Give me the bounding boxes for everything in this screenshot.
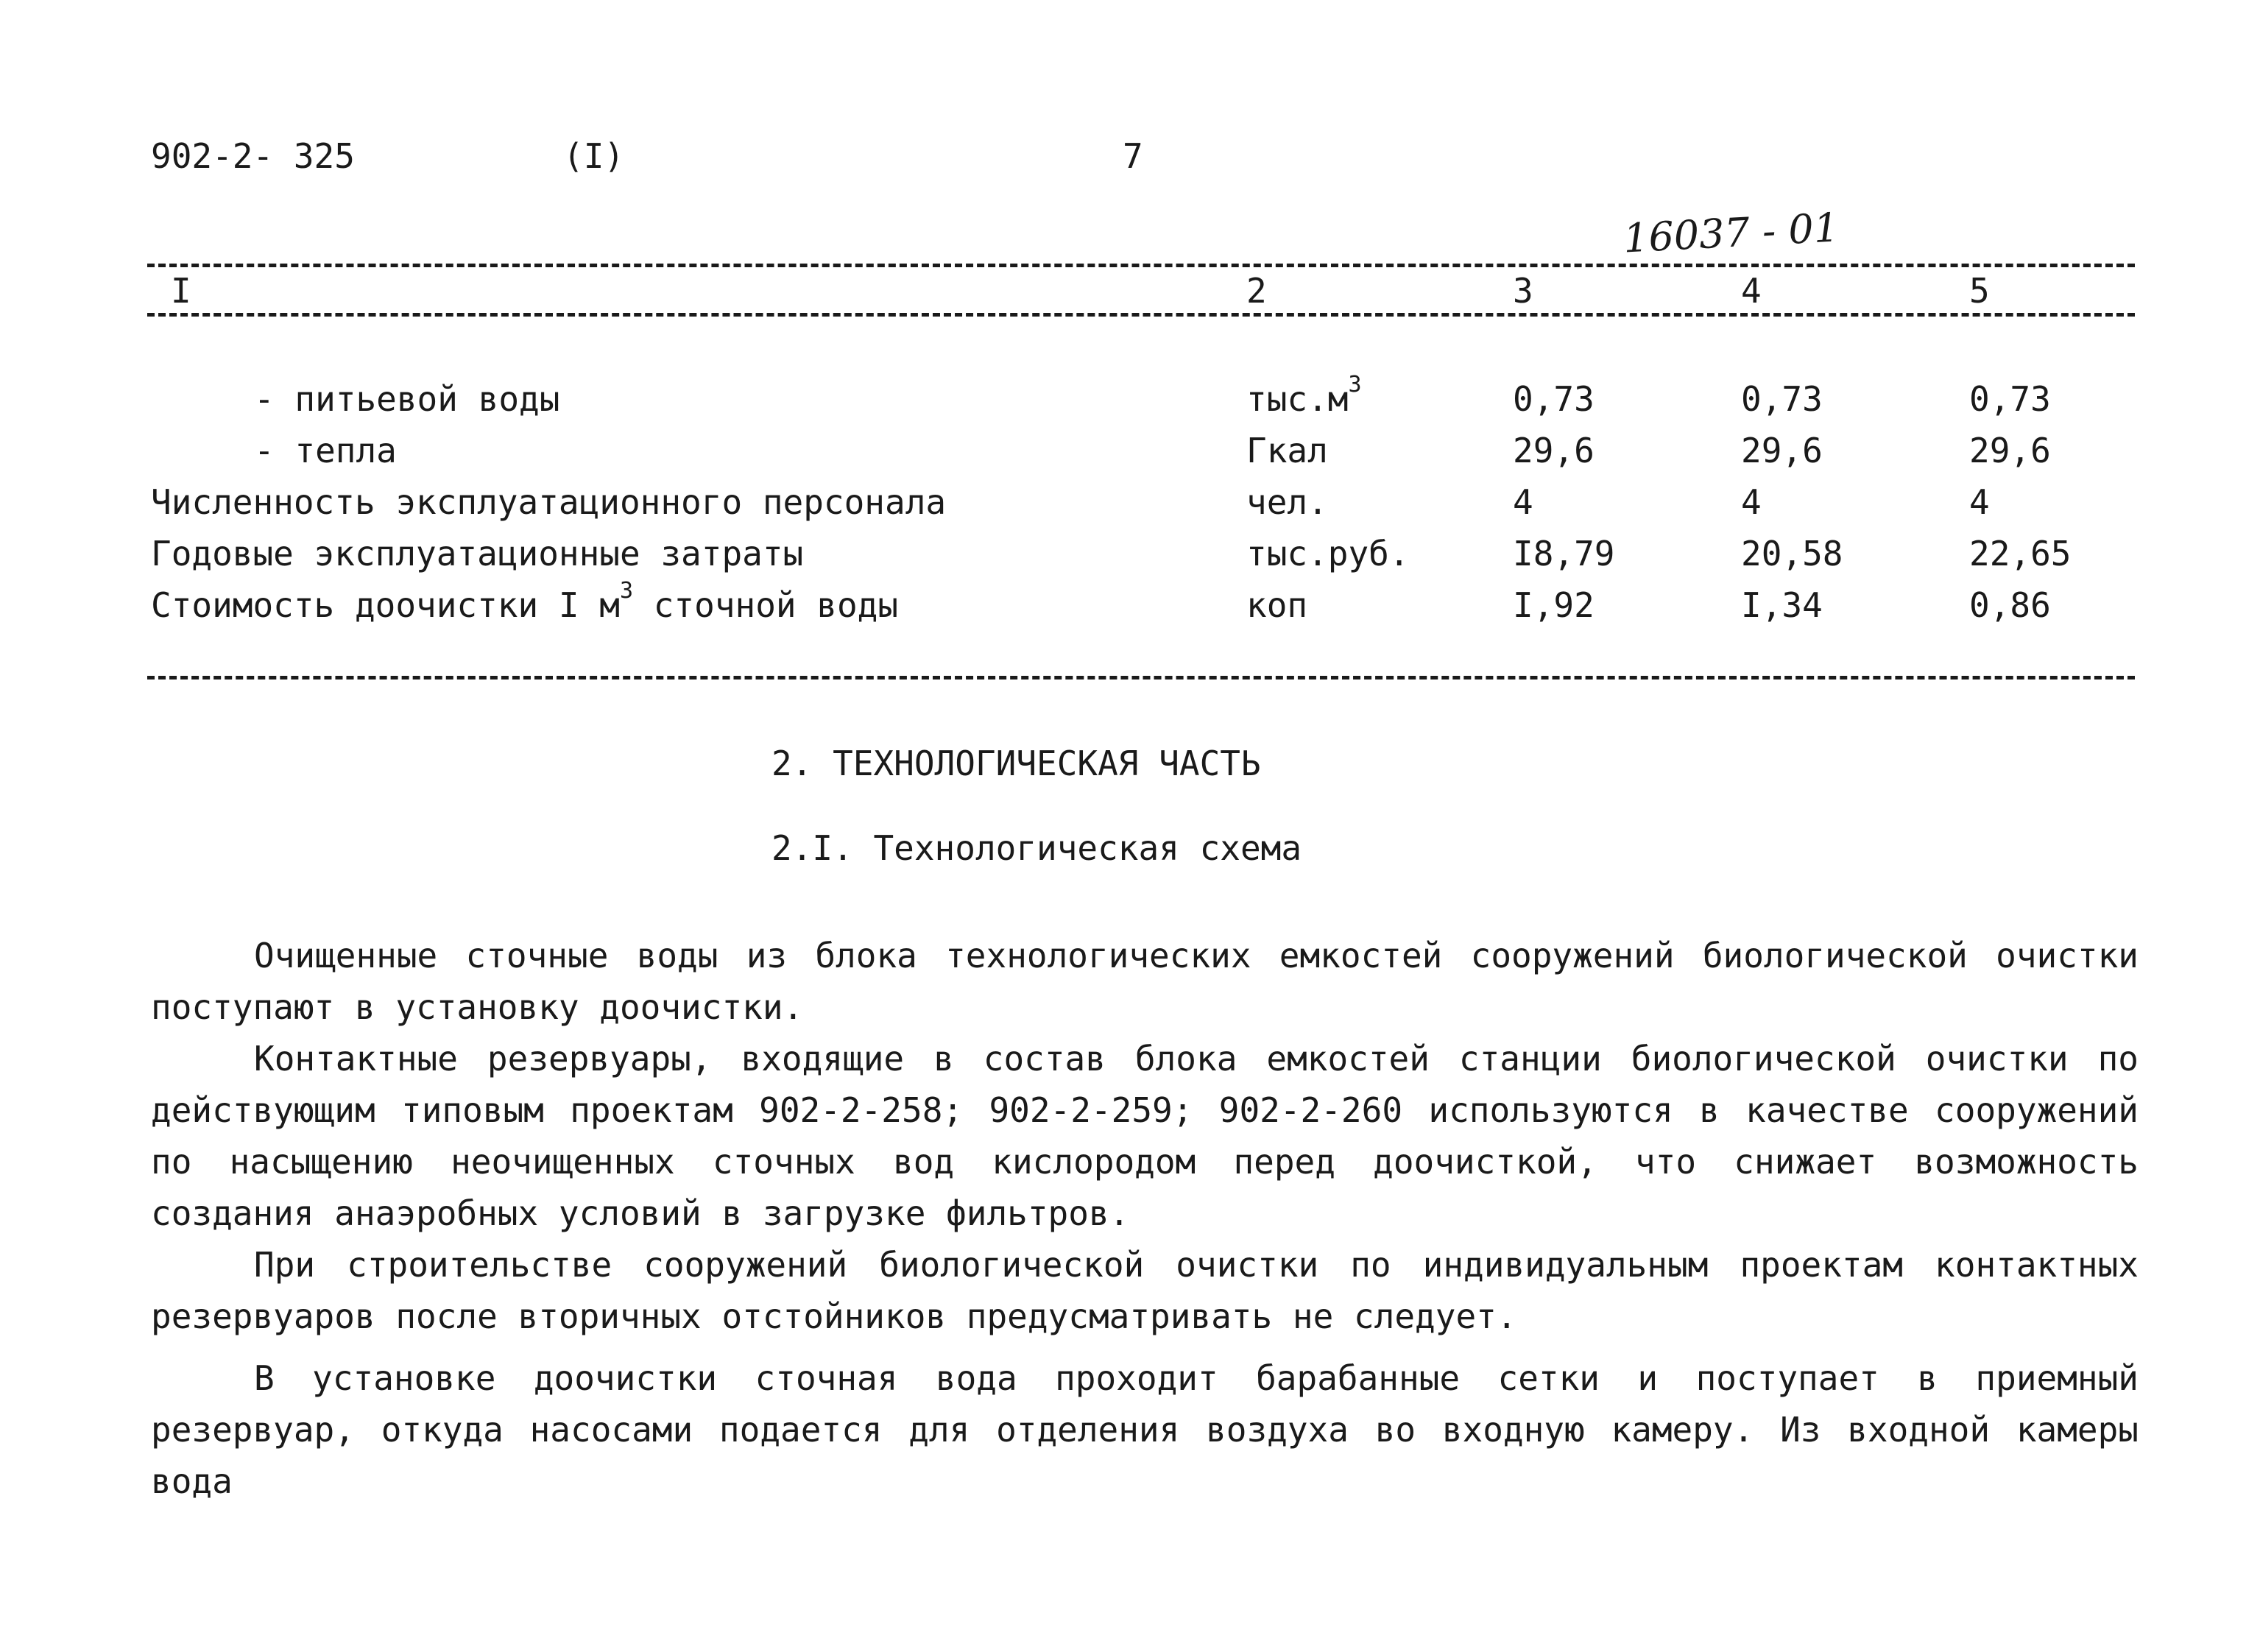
unit-text: тыс.м — [1246, 379, 1349, 419]
table-cell: 0,73 — [1741, 379, 1823, 419]
table-row-label — [151, 578, 899, 625]
paragraph: Очищенные сточные воды из блока технологических емкостей сооружений биологической очистки поступают в установку доочистки. — [151, 936, 2139, 1027]
section-title: 2. ТЕХНОЛОГИЧЕСКАЯ ЧАСТЬ — [771, 744, 1261, 783]
table-cell: 29,6 — [1741, 431, 1823, 470]
table-row-unit: чел. — [1246, 482, 1328, 522]
paragraph: Контактные резервуары, входящие в состав блока емкостей станции биологической очистки по действующим типовым проектам 902-2-258; 902-2-259; 902-2-260 используются в качестве сооружений по насыщению неочищенных сточных вод кислородом перед доочисткой, что снижает возможность создания анаэробных условий в загрузке фильтров. — [151, 1039, 2139, 1233]
paragraph: При строительстве сооружений биологической очистки по индивидуальным проектам контактных резервуаров после вторичных отстойников предусматривать не следует. — [151, 1245, 2139, 1336]
table-cell: I,34 — [1741, 585, 1823, 625]
doc-part: (I) — [563, 136, 625, 176]
table-row-unit: коп — [1246, 585, 1308, 625]
table-row-label: Численность эксплуатационного персонала — [151, 482, 947, 522]
table-cell: 0,73 — [1969, 379, 2051, 419]
table-cell: I,92 — [1513, 585, 1595, 625]
col-header-3: 3 — [1513, 271, 1533, 311]
table-row-label: Годовые эксплуатационные затраты — [151, 534, 804, 573]
table-row-unit — [1246, 372, 1362, 419]
table-cell: 4 — [1513, 482, 1533, 522]
col-header-4: 4 — [1741, 271, 1762, 311]
table-cell: 29,6 — [1969, 431, 2051, 470]
table-bottom-rule — [147, 676, 2135, 679]
table-cell: 4 — [1969, 482, 1990, 522]
table-row-label: - питьевой воды — [254, 379, 560, 419]
table-top-rule — [147, 264, 2135, 267]
col-header-2: 2 — [1246, 271, 1267, 311]
col-header-5: 5 — [1969, 271, 1990, 311]
handwritten-note: 16037 - 01 — [1622, 204, 1840, 262]
table-header-rule — [147, 313, 2135, 317]
col-header-1: I — [171, 271, 191, 311]
label-text: сточной воды — [633, 585, 899, 625]
doc-code: 902-2- 325 — [151, 136, 355, 176]
table-row-label: - тепла — [254, 431, 397, 470]
table-row-unit: тыс.руб. — [1246, 534, 1410, 573]
table-cell: I8,79 — [1513, 534, 1615, 573]
paragraph: В установке доочистки сточная вода проходит барабанные сетки и поступает в приемный резервуар, откуда насосами подается для отделения воздуха во входную камеру. Из входной камеры вода — [151, 1358, 2139, 1501]
table-row-unit: Гкал — [1246, 431, 1328, 470]
table-cell: 0,86 — [1969, 585, 2051, 625]
unit-superscript: 3 — [1348, 372, 1362, 398]
subsection-title: 2.I. Технологическая схема — [771, 828, 1302, 868]
table-cell: 4 — [1741, 482, 1762, 522]
label-text: Стоимость доочистки I м — [151, 585, 620, 625]
table-cell: 20,58 — [1741, 534, 1843, 573]
body-text — [151, 930, 2139, 1507]
page-number: 7 — [1123, 136, 1143, 176]
table-cell: 0,73 — [1513, 379, 1595, 419]
table-cell: 22,65 — [1969, 534, 2072, 573]
table-cell: 29,6 — [1513, 431, 1595, 470]
label-superscript: 3 — [619, 578, 634, 604]
